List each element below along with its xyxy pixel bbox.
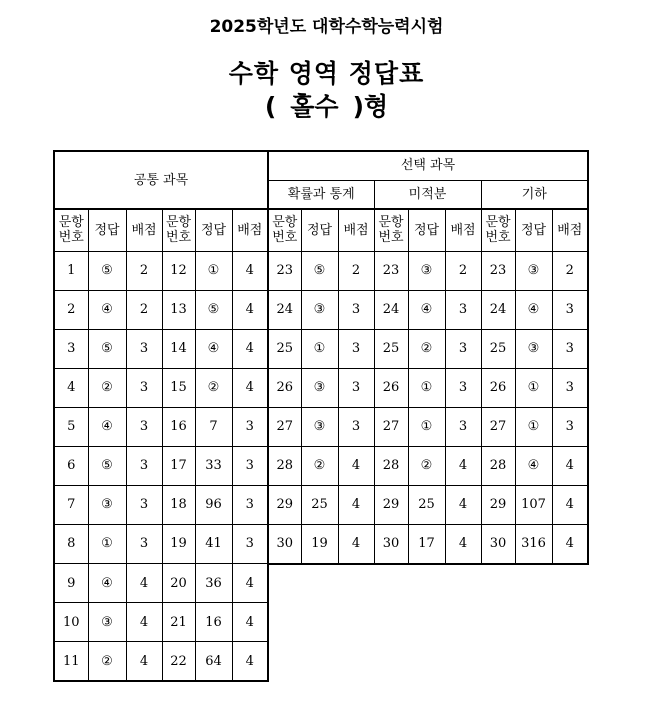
col-head-number xyxy=(162,209,195,251)
answer: 7 xyxy=(195,407,232,446)
points: 3 xyxy=(126,446,162,485)
answer: ① xyxy=(195,251,232,290)
points: 3 xyxy=(126,329,162,368)
answer: ③ xyxy=(301,290,338,329)
table-row xyxy=(54,642,588,682)
points: 4 xyxy=(232,564,268,603)
question-number: 26 xyxy=(481,368,515,407)
answer: ② xyxy=(88,368,126,407)
question-number: 24 xyxy=(268,290,301,329)
answer: 16 xyxy=(195,603,232,642)
points: 3 xyxy=(552,407,588,446)
col-head-number xyxy=(54,209,88,251)
elective-header-2: 기하 xyxy=(481,180,588,209)
question-number: 25 xyxy=(481,329,515,368)
col-head-answer: 정답 xyxy=(515,209,552,251)
points: 2 xyxy=(338,251,374,290)
question-number: 30 xyxy=(268,524,301,564)
table-row xyxy=(54,290,588,329)
points: 3 xyxy=(445,368,481,407)
answer-table xyxy=(53,150,589,682)
exam-type xyxy=(0,87,653,123)
answer: ② xyxy=(195,368,232,407)
question-number: 10 xyxy=(54,603,88,642)
points: 2 xyxy=(126,251,162,290)
answer: ② xyxy=(408,329,445,368)
col-head-number-line2: 번호 xyxy=(58,230,84,246)
type-label: 홀수 xyxy=(290,92,339,121)
points: 3 xyxy=(445,290,481,329)
col-head-number xyxy=(481,209,515,251)
question-number: 1 xyxy=(54,251,88,290)
elective-header-1: 미적분 xyxy=(374,180,481,209)
question-number: 9 xyxy=(54,564,88,603)
answer: ⑤ xyxy=(88,329,126,368)
answer: 25 xyxy=(408,485,445,524)
question-number: 29 xyxy=(268,485,301,524)
question-number: 17 xyxy=(162,446,195,485)
answer: 107 xyxy=(515,485,552,524)
question-number: 2 xyxy=(54,290,88,329)
points: 4 xyxy=(552,524,588,564)
col-head-answer: 정답 xyxy=(301,209,338,251)
question-number: 16 xyxy=(162,407,195,446)
question-number: 23 xyxy=(374,251,408,290)
answer: 36 xyxy=(195,564,232,603)
points: 3 xyxy=(338,368,374,407)
col-head-points: 배점 xyxy=(232,209,268,251)
answer: 96 xyxy=(195,485,232,524)
table-row xyxy=(54,329,588,368)
question-number: 21 xyxy=(162,603,195,642)
col-head-number-line1: 문항 xyxy=(165,215,192,231)
points: 3 xyxy=(552,329,588,368)
points: 3 xyxy=(232,446,268,485)
answer: ② xyxy=(408,446,445,485)
answer: 64 xyxy=(195,642,232,682)
question-number: 26 xyxy=(268,368,301,407)
answer: ⑤ xyxy=(88,446,126,485)
answer: ① xyxy=(408,407,445,446)
points: 2 xyxy=(552,251,588,290)
answer: ① xyxy=(408,368,445,407)
exam-title: 2025학년도 대학수학능력시험 xyxy=(209,17,444,37)
table-row xyxy=(54,368,588,407)
answer: ② xyxy=(301,446,338,485)
question-number: 23 xyxy=(481,251,515,290)
col-head-number-line2: 번호 xyxy=(165,230,192,246)
points: 4 xyxy=(232,251,268,290)
answer: 316 xyxy=(515,524,552,564)
question-number: 27 xyxy=(481,407,515,446)
answer: ⑤ xyxy=(195,290,232,329)
points: 3 xyxy=(232,407,268,446)
table-row xyxy=(54,251,588,290)
question-number: 8 xyxy=(54,524,88,564)
points: 3 xyxy=(126,407,162,446)
answer: 19 xyxy=(301,524,338,564)
answer: ② xyxy=(88,642,126,682)
question-number: 28 xyxy=(481,446,515,485)
table-row xyxy=(54,524,588,564)
points: 4 xyxy=(445,524,481,564)
points: 2 xyxy=(445,251,481,290)
question-number: 6 xyxy=(54,446,88,485)
points: 4 xyxy=(445,485,481,524)
answer: 33 xyxy=(195,446,232,485)
answer: ⑤ xyxy=(301,251,338,290)
question-number: 26 xyxy=(374,368,408,407)
question-number: 18 xyxy=(162,485,195,524)
points: 4 xyxy=(232,603,268,642)
points: 4 xyxy=(445,446,481,485)
points: 4 xyxy=(338,485,374,524)
col-head-points: 배점 xyxy=(552,209,588,251)
question-number: 5 xyxy=(54,407,88,446)
answer: ③ xyxy=(88,485,126,524)
elective-subject-header: 선택 과목 xyxy=(268,151,588,180)
col-head-number-line2: 번호 xyxy=(272,230,298,246)
points: 3 xyxy=(338,407,374,446)
question-number: 19 xyxy=(162,524,195,564)
question-number: 29 xyxy=(374,485,408,524)
question-number: 27 xyxy=(268,407,301,446)
points: 4 xyxy=(126,564,162,603)
question-number: 30 xyxy=(374,524,408,564)
answer: ④ xyxy=(195,329,232,368)
points: 4 xyxy=(126,603,162,642)
common-subject-header: 공통 과목 xyxy=(54,151,268,209)
question-number: 25 xyxy=(268,329,301,368)
table-row xyxy=(54,446,588,485)
table-row xyxy=(54,407,588,446)
points: 4 xyxy=(552,446,588,485)
col-head-answer: 정답 xyxy=(195,209,232,251)
answer: ④ xyxy=(408,290,445,329)
points: 3 xyxy=(232,485,268,524)
table-row xyxy=(54,485,588,524)
points: 4 xyxy=(232,368,268,407)
elective-header-0: 확률과 통계 xyxy=(268,180,374,209)
col-head-points: 배점 xyxy=(338,209,374,251)
points: 3 xyxy=(126,368,162,407)
page-title: 수학 영역 정답표 xyxy=(228,59,425,88)
question-number: 4 xyxy=(54,368,88,407)
question-number: 30 xyxy=(481,524,515,564)
points: 3 xyxy=(552,368,588,407)
question-number: 27 xyxy=(374,407,408,446)
answer: ① xyxy=(301,329,338,368)
points: 4 xyxy=(232,290,268,329)
col-head-number-line1: 문항 xyxy=(272,215,298,231)
answer: ③ xyxy=(88,603,126,642)
question-number: 28 xyxy=(268,446,301,485)
points: 4 xyxy=(338,446,374,485)
answer: ① xyxy=(515,368,552,407)
type-close: )형 xyxy=(352,92,389,121)
answer: ③ xyxy=(301,407,338,446)
type-open-paren: ( xyxy=(264,92,277,121)
question-number: 25 xyxy=(374,329,408,368)
question-number: 24 xyxy=(374,290,408,329)
question-number: 20 xyxy=(162,564,195,603)
question-number: 13 xyxy=(162,290,195,329)
col-head-number xyxy=(374,209,408,251)
points: 4 xyxy=(232,329,268,368)
points: 4 xyxy=(552,485,588,524)
points: 4 xyxy=(126,642,162,682)
points: 3 xyxy=(338,290,374,329)
points: 4 xyxy=(232,642,268,682)
col-head-points: 배점 xyxy=(126,209,162,251)
col-head-answer: 정답 xyxy=(88,209,126,251)
question-number: 14 xyxy=(162,329,195,368)
question-number: 29 xyxy=(481,485,515,524)
question-number: 24 xyxy=(481,290,515,329)
points: 3 xyxy=(338,329,374,368)
answer: 17 xyxy=(408,524,445,564)
points: 3 xyxy=(126,485,162,524)
col-head-number-line1: 문항 xyxy=(378,215,404,231)
points: 3 xyxy=(126,524,162,564)
answer: ④ xyxy=(88,290,126,329)
points: 4 xyxy=(338,524,374,564)
answer: 41 xyxy=(195,524,232,564)
question-number: 28 xyxy=(374,446,408,485)
question-number: 7 xyxy=(54,485,88,524)
answer: ⑤ xyxy=(88,251,126,290)
answer: 25 xyxy=(301,485,338,524)
points: 3 xyxy=(445,407,481,446)
points: 2 xyxy=(126,290,162,329)
col-head-number-line2: 번호 xyxy=(378,230,404,246)
answer: ① xyxy=(515,407,552,446)
answer: ④ xyxy=(88,564,126,603)
question-number: 3 xyxy=(54,329,88,368)
col-head-number xyxy=(268,209,301,251)
question-number: 11 xyxy=(54,642,88,682)
question-number: 23 xyxy=(268,251,301,290)
question-number: 15 xyxy=(162,368,195,407)
points: 3 xyxy=(232,524,268,564)
question-number: 12 xyxy=(162,251,195,290)
table-row xyxy=(54,603,588,642)
question-number: 22 xyxy=(162,642,195,682)
answer: ④ xyxy=(515,290,552,329)
answer: ③ xyxy=(515,329,552,368)
answer: ④ xyxy=(88,407,126,446)
points: 3 xyxy=(445,329,481,368)
col-head-number-line2: 번호 xyxy=(485,230,511,246)
table-row xyxy=(54,564,588,603)
answer: ① xyxy=(88,524,126,564)
col-head-number-line1: 문항 xyxy=(485,215,511,231)
answer: ③ xyxy=(301,368,338,407)
answer: ④ xyxy=(515,446,552,485)
col-head-answer: 정답 xyxy=(408,209,445,251)
points: 3 xyxy=(552,290,588,329)
answer: ③ xyxy=(408,251,445,290)
col-head-points: 배점 xyxy=(445,209,481,251)
answer: ③ xyxy=(515,251,552,290)
col-head-number-line1: 문항 xyxy=(58,215,84,231)
